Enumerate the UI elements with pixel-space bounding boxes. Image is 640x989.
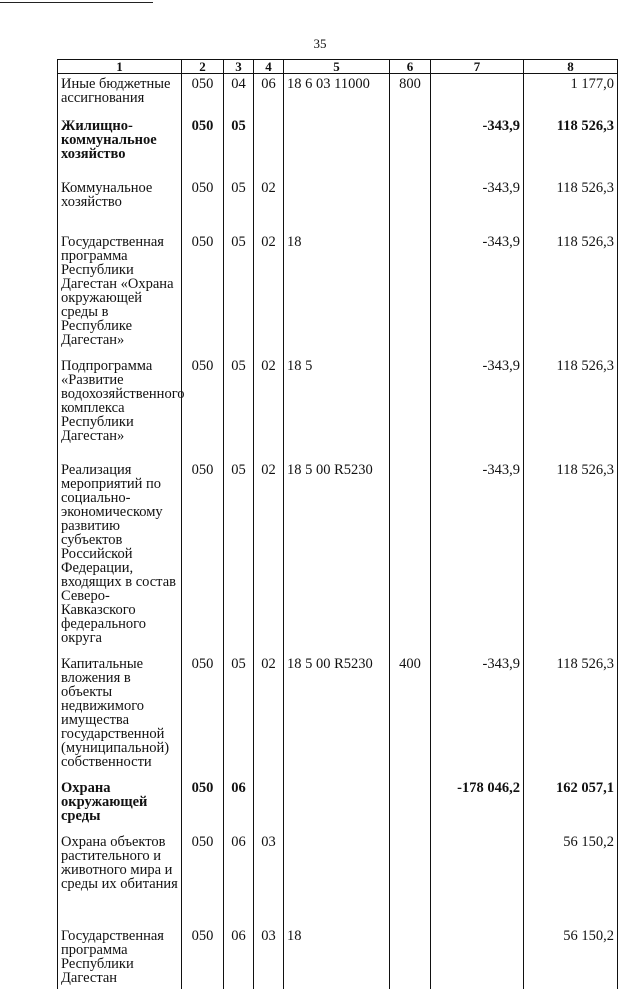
row-subsection: 03 — [254, 917, 284, 989]
row-target-article: 18 — [284, 223, 390, 347]
table-row — [58, 823, 618, 917]
row-grbs: 050 — [182, 107, 224, 169]
col-header-8: 8 — [524, 60, 618, 74]
table-row — [58, 645, 618, 769]
row-expense-type — [390, 451, 431, 645]
row-total-amount: 118 526,3 — [524, 107, 618, 169]
row-total-amount: 162 057,1 — [524, 769, 618, 823]
row-target-article: 18 6 03 11000 — [284, 74, 390, 108]
row-expense-type — [390, 223, 431, 347]
row-grbs: 050 — [182, 451, 224, 645]
row-total-amount: 56 150,2 — [524, 917, 618, 989]
row-expense-type — [390, 917, 431, 989]
table-row — [58, 451, 618, 645]
col-header-2: 2 — [182, 60, 224, 74]
row-name: Жилищно-коммунальное хозяйство — [58, 107, 182, 169]
row-change-amount: -178 046,2 — [431, 769, 524, 823]
col-header-7: 7 — [431, 60, 524, 74]
row-target-article: 18 5 00 R5230 — [284, 451, 390, 645]
row-subsection: 02 — [254, 223, 284, 347]
row-name: Капитальные вложения в объекты недвижимого имущества государственной (муниципальной) собственности — [58, 645, 182, 769]
row-section: 05 — [224, 645, 254, 769]
row-change-amount — [431, 823, 524, 917]
row-section: 04 — [224, 74, 254, 108]
row-section: 06 — [224, 917, 254, 989]
row-expense-type: 800 — [390, 74, 431, 108]
table-row — [58, 107, 618, 169]
row-target-article: 18 5 00 R5230 — [284, 645, 390, 769]
row-section: 05 — [224, 347, 254, 451]
col-header-1: 1 — [58, 60, 182, 74]
row-total-amount: 118 526,3 — [524, 223, 618, 347]
row-total-amount: 56 150,2 — [524, 823, 618, 917]
table-row — [58, 769, 618, 823]
row-section: 05 — [224, 107, 254, 169]
row-subsection: 02 — [254, 169, 284, 223]
row-change-amount: -343,9 — [431, 223, 524, 347]
table-body — [58, 74, 618, 989]
row-change-amount: -343,9 — [431, 169, 524, 223]
row-target-article — [284, 107, 390, 169]
top-rule — [0, 2, 153, 3]
row-section: 06 — [224, 823, 254, 917]
row-change-amount — [431, 74, 524, 108]
row-subsection: 02 — [254, 451, 284, 645]
row-grbs: 050 — [182, 169, 224, 223]
row-name: Иные бюджетные ассигнования — [58, 74, 182, 108]
row-total-amount: 118 526,3 — [524, 169, 618, 223]
table-row — [58, 169, 618, 223]
row-target-article — [284, 169, 390, 223]
row-expense-type — [390, 769, 431, 823]
row-expense-type — [390, 107, 431, 169]
row-name: Подпрограмма «Развитие водохозяйственного комплекса Республики Дагестан» — [58, 347, 182, 451]
row-subsection: 02 — [254, 645, 284, 769]
row-name: Охрана объектов растительного и животного мира и среды их обитания — [58, 823, 182, 917]
row-grbs: 050 — [182, 74, 224, 108]
row-name: Охрана окружающей среды — [58, 769, 182, 823]
row-section: 05 — [224, 451, 254, 645]
row-target-article: 18 5 — [284, 347, 390, 451]
row-subsection — [254, 107, 284, 169]
row-target-article: 18 — [284, 917, 390, 989]
row-subsection — [254, 769, 284, 823]
row-grbs: 050 — [182, 917, 224, 989]
row-name: Коммунальное хозяйство — [58, 169, 182, 223]
table-row — [58, 347, 618, 451]
row-change-amount: -343,9 — [431, 645, 524, 769]
row-change-amount: -343,9 — [431, 451, 524, 645]
row-subsection: 06 — [254, 74, 284, 108]
row-change-amount — [431, 917, 524, 989]
row-section: 06 — [224, 769, 254, 823]
row-change-amount: -343,9 — [431, 347, 524, 451]
col-header-4: 4 — [254, 60, 284, 74]
row-total-amount: 118 526,3 — [524, 347, 618, 451]
row-total-amount: 118 526,3 — [524, 645, 618, 769]
row-section: 05 — [224, 169, 254, 223]
row-expense-type — [390, 823, 431, 917]
budget-table — [57, 59, 618, 989]
row-target-article — [284, 823, 390, 917]
table-row — [58, 917, 618, 989]
col-header-3: 3 — [224, 60, 254, 74]
row-expense-type: 400 — [390, 645, 431, 769]
page-number: 35 — [0, 36, 640, 52]
row-name: Государственная программа Республики Дагестан «Охрана окружающей среды в Республике Дагестан» — [58, 223, 182, 347]
row-change-amount: -343,9 — [431, 107, 524, 169]
row-subsection: 02 — [254, 347, 284, 451]
row-grbs: 050 — [182, 823, 224, 917]
col-header-6: 6 — [390, 60, 431, 74]
row-grbs: 050 — [182, 645, 224, 769]
row-total-amount: 118 526,3 — [524, 451, 618, 645]
row-expense-type — [390, 169, 431, 223]
row-grbs: 050 — [182, 347, 224, 451]
row-expense-type — [390, 347, 431, 451]
table-row — [58, 74, 618, 108]
row-grbs: 050 — [182, 769, 224, 823]
row-subsection: 03 — [254, 823, 284, 917]
row-target-article — [284, 769, 390, 823]
header-row — [58, 60, 618, 74]
col-header-5: 5 — [284, 60, 390, 74]
row-grbs: 050 — [182, 223, 224, 347]
row-name: Государственная программа Республики Дагестан — [58, 917, 182, 989]
row-section: 05 — [224, 223, 254, 347]
table-row — [58, 223, 618, 347]
row-name: Реализация мероприятий по социально-экономическому развитию субъектов Российской Федерации, входящих в состав Северо-Кавказского федерального округа — [58, 451, 182, 645]
row-total-amount: 1 177,0 — [524, 74, 618, 108]
